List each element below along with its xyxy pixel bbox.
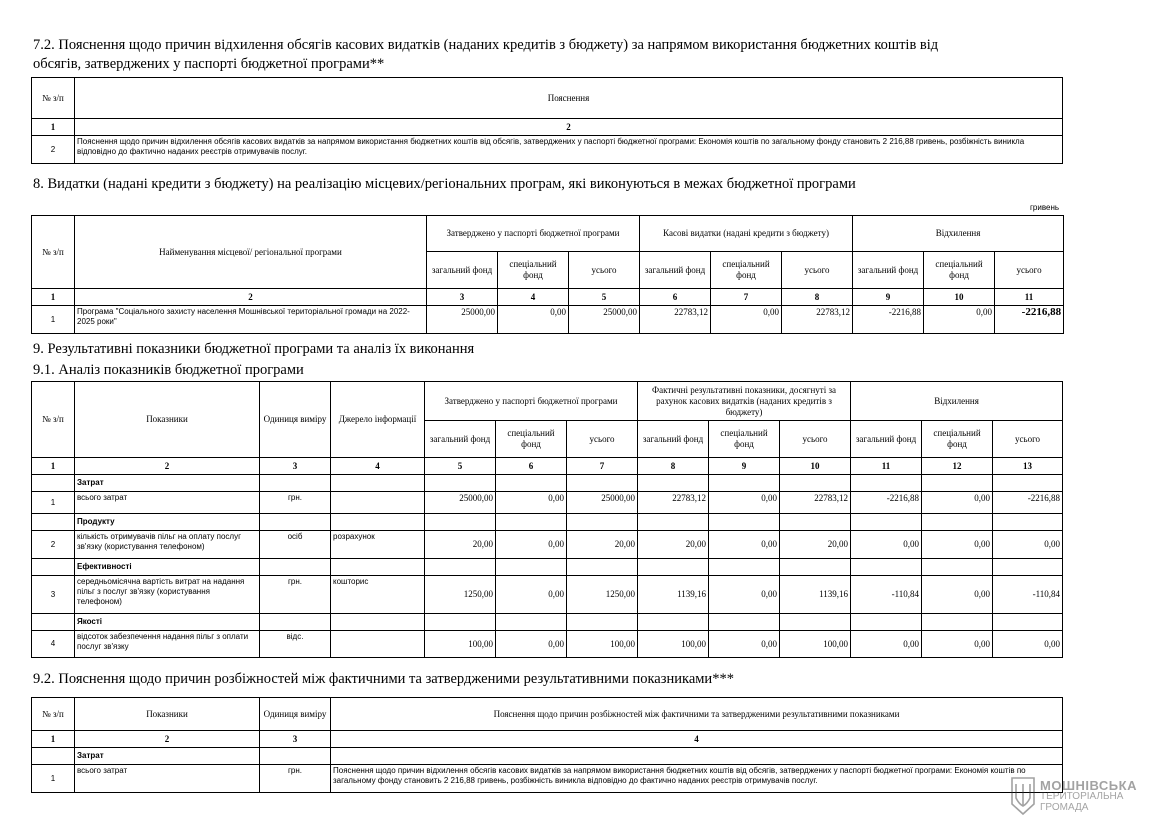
value-cell: 1139,16 [780,576,851,614]
subheader-special-fund: спеціальний фонд [924,252,995,289]
value-cell: 1139,16 [638,576,709,614]
table-row [32,576,1063,614]
category-efficiency: Ефективності [75,559,260,576]
subheader-total: усього [780,421,851,458]
value-cell: 0,00 [922,576,993,614]
watermark-line2: ТЕРИТОРІАЛЬНА [1040,790,1124,802]
value-cell: 0,00 [496,531,567,559]
section-8-heading: 8. Видатки (надані кредити з бюджету) на реалізацію місцевих/регіональних програм, які виконуються в межах бюджетної програми [33,176,856,192]
category-product: Продукту [75,514,260,531]
header-no: № з/п [32,698,75,731]
section-7-2-heading-line2: обсягів, затверджених у паспорті бюджетної програми** [33,56,385,72]
header-approved: Затверджено у паспорті бюджетної програми [427,216,640,252]
col-number: 8 [782,289,853,306]
col-number: 3 [260,731,331,748]
trident-emblem-icon [1010,776,1036,816]
explanation-table-7-2 [31,77,1063,164]
value-cell: 1250,00 [425,576,496,614]
subheader-total: усього [993,421,1063,458]
value-cell: 0,00 [709,631,780,658]
value-cell: 0,00 [711,306,782,334]
header-explanation: Пояснення щодо причин розбіжностей між фактичними та затвердженими результативними показниками [331,698,1063,731]
discrepancy-explanation: Пояснення щодо причин відхилення обсягів касових видатків за напрямом використання бюджетних коштів від обсягів, затверджених у паспорті бюджетної програми: Економія коштів по загальному фонду становить 2 216,88 гривень, розбіжність виникла відповідно до фактично наданих реєстрів отримувачів послуг. [331,765,1063,793]
header-no: № з/п [32,216,75,289]
row-number: 3 [32,576,75,614]
value-cell: -2216,88 [993,492,1063,514]
col-number: 2 [75,731,260,748]
value-cell: 100,00 [425,631,496,658]
value-cell: 100,00 [638,631,709,658]
row-number: 4 [32,631,75,658]
category-row [32,514,1063,531]
header-actual: Фактичні результативні показники, досягнуті за рахунок касових видатків (наданих кредитів з бюджету) [638,382,851,421]
table-row [32,492,1063,514]
header-unit: Одиниця виміру [260,698,331,731]
indicator-unit: відс. [260,631,331,658]
value-cell: 20,00 [567,531,638,559]
header-unit: Одиниця виміру [260,382,331,458]
value-cell: 0,00 [922,492,993,514]
section-9-heading: 9. Результативні показники бюджетної програми та аналіз їх виконання [33,341,475,357]
col-number: 10 [780,458,851,475]
indicator-unit: грн. [260,765,331,793]
value-cell: -110,84 [993,576,1063,614]
col-number: 10 [924,289,995,306]
subheader-total: усього [782,252,853,289]
value-cell: -2216,88 [853,306,924,334]
value-cell: -110,84 [851,576,922,614]
row-number: 2 [32,531,75,559]
value-cell: 100,00 [780,631,851,658]
programs-table-8 [31,215,1064,334]
col-number: 1 [32,289,75,306]
col-number: 4 [331,458,425,475]
col-number: 5 [569,289,640,306]
watermark-line3: ГРОМАДА [1040,801,1089,813]
currency-label: гривень [1030,203,1060,212]
header-indicators: Показники [75,698,260,731]
col-number: 13 [993,458,1063,475]
col-number: 1 [32,731,75,748]
value-cell: 0,00 [924,306,995,334]
category-row [32,475,1063,492]
indicator-unit: грн. [260,576,331,614]
indicator-name: всього затрат [75,765,260,793]
indicator-unit: осіб [260,531,331,559]
header-no: № з/п [32,78,75,119]
value-cell: 1250,00 [567,576,638,614]
col-number: 11 [995,289,1064,306]
col-number: 4 [498,289,569,306]
header-deviation: Відхилення [853,216,1064,252]
value-cell: 0,00 [709,576,780,614]
value-cell: 22783,12 [640,306,711,334]
value-cell: 0,00 [993,631,1063,658]
subheader-special-fund: спеціальний фонд [498,252,569,289]
section-9-2-heading: 9.2. Пояснення щодо причин розбіжностей між фактичними та затвердженими результативними показниками*** [33,671,734,687]
value-cell: 0,00 [851,631,922,658]
col-number: 9 [853,289,924,306]
subheader-total: усього [995,252,1064,289]
subheader-general-fund: загальний фонд [638,421,709,458]
subheader-special-fund: спеціальний фонд [711,252,782,289]
row-number: 1 [32,492,75,514]
col-number: 12 [922,458,993,475]
header-no: № з/п [32,382,75,458]
value-cell: 0,00 [496,492,567,514]
value-cell: 0,00 [993,531,1063,559]
col-number: 3 [260,458,331,475]
col-number: 1 [32,119,75,136]
header-explanation: Пояснення [75,78,1063,119]
value-cell: 0,00 [496,631,567,658]
category-costs: Затрат [75,748,260,765]
value-cell: 0,00 [851,531,922,559]
col-number: 6 [496,458,567,475]
indicator-source [331,492,425,514]
subheader-special-fund: спеціальний фонд [709,421,780,458]
value-cell: 22783,12 [780,492,851,514]
header-approved: Затверджено у паспорті бюджетної програми [425,382,638,421]
value-cell: 100,00 [567,631,638,658]
indicator-name: відсоток забезпечення надання пільг з оплати послуг зв'язку [75,631,260,658]
col-number: 9 [709,458,780,475]
category-costs: Затрат [75,475,260,492]
indicator-name: всього затрат [75,492,260,514]
subheader-general-fund: загальний фонд [425,421,496,458]
col-number: 2 [75,289,427,306]
watermark-line1: МОШНІВСЬКА [1040,777,1137,793]
subheader-general-fund: загальний фонд [640,252,711,289]
value-cell-total-deviation: -2216,88 [995,306,1064,334]
subheader-general-fund: загальний фонд [427,252,498,289]
value-cell: 0,00 [498,306,569,334]
category-row [32,559,1063,576]
header-program-name: Найменування місцевої/ регіональної програми [75,216,427,289]
indicator-source: кошторис [331,576,425,614]
table-row [32,531,1063,559]
value-cell: 0,00 [496,576,567,614]
col-number: 4 [331,731,1063,748]
value-cell: 0,00 [922,631,993,658]
header-cash-expenditure: Касові видатки (надані кредити з бюджету) [640,216,853,252]
value-cell: 0,00 [709,492,780,514]
col-number: 6 [640,289,711,306]
header-deviation: Відхилення [851,382,1063,421]
value-cell: 25000,00 [427,306,498,334]
category-row [32,748,1063,765]
subheader-special-fund: спеціальний фонд [496,421,567,458]
program-name: Програма "Соціального захисту населення Мошнівської територіальної громади на 2022-2025 роки" [75,306,427,334]
indicator-unit: грн. [260,492,331,514]
explanation-text: Пояснення щодо причин відхилення обсягів касових видатків за напрямом використання бюджетних коштів від обсягів, затверджених у паспорті бюджетної програми: Економія коштів по загальному фонду становить 2 216,88 гривень, розбіжність виникла відповідно до фактично наданих реєстрів отримувачів послуг. [75,136,1063,164]
subheader-general-fund: загальний фонд [853,252,924,289]
value-cell: 22783,12 [782,306,853,334]
row-number: 2 [32,136,75,164]
value-cell: 20,00 [638,531,709,559]
col-number: 8 [638,458,709,475]
value-cell: 22783,12 [638,492,709,514]
value-cell: -2216,88 [851,492,922,514]
value-cell: 0,00 [922,531,993,559]
value-cell: 25000,00 [567,492,638,514]
subheader-total: усього [569,252,640,289]
col-number: 11 [851,458,922,475]
section-9-1-heading: 9.1. Аналіз показників бюджетної програми [33,362,304,378]
value-cell: 25000,00 [425,492,496,514]
col-number: 7 [567,458,638,475]
header-indicators: Показники [75,382,260,458]
row-number: 1 [32,306,75,334]
table-row [32,765,1063,793]
subheader-total: усього [567,421,638,458]
header-source: Джерело інформації [331,382,425,458]
col-number: 2 [75,119,1063,136]
col-number: 1 [32,458,75,475]
category-row [32,614,1063,631]
indicator-name: середньомісячна вартість витрат на надання пільг з послуг зв'язку (користування телефоном) [75,576,260,614]
row-number: 1 [32,765,75,793]
col-number: 2 [75,458,260,475]
col-number: 3 [427,289,498,306]
table-row [32,631,1063,658]
category-quality: Якості [75,614,260,631]
indicators-table-9-1 [31,381,1063,658]
subheader-special-fund: спеціальний фонд [922,421,993,458]
col-number: 7 [711,289,782,306]
discrepancy-table-9-2 [31,697,1063,793]
value-cell: 20,00 [780,531,851,559]
community-watermark [1010,774,1160,818]
indicator-source [331,631,425,658]
section-7-2-heading-line1: 7.2. Пояснення щодо причин відхилення обсягів касових видатків (наданих кредитів з бюджету) за напрямом використання бюджетних коштів від [33,37,939,53]
indicator-name: кількість отримувачів пільг на оплату послуг зв'язку (користування телефоном) [75,531,260,559]
table-row [32,306,1064,334]
col-number: 5 [425,458,496,475]
value-cell: 25000,00 [569,306,640,334]
value-cell: 0,00 [709,531,780,559]
value-cell: 20,00 [425,531,496,559]
indicator-source: розрахунок [331,531,425,559]
subheader-general-fund: загальний фонд [851,421,922,458]
